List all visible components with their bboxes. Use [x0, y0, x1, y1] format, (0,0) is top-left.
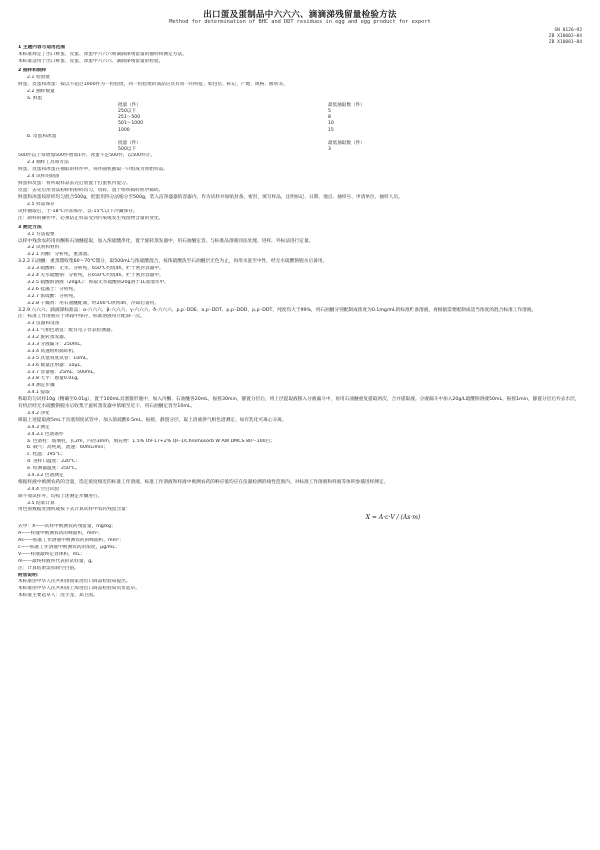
text-line: 3.3.2 旋转蒸发器。 [27, 335, 69, 341]
text-line: 3.3.4 高速组织捣碎机。 [27, 348, 78, 354]
text-line: 3.5 结果计算 [27, 500, 55, 506]
text-line: 3.3.1 气相色谱仪：配有电子俘获检测器。 [27, 328, 116, 334]
text-line: 鲜蛋、皮蛋和冰蛋在抽取的样件中，每件随机抽取一只组成为原始样品。 [18, 167, 169, 173]
text-line: 3.4.2 净化 [27, 410, 50, 416]
text-line: 本标准由中华人民共和国国家进出口商品检验局提出。 [18, 579, 131, 585]
table-cell: 500以下 [118, 147, 136, 153]
text-line: A——样液中被测农药的峰面积，mm²； [18, 531, 103, 537]
text-line: a. 鲜蛋 [27, 95, 43, 101]
text-line: 本标准适用于出口鲜蛋、皮蛋、冰蛋中六六六、滴滴涕残留量的检验。 [18, 58, 164, 64]
section-symbols-and-notes [18, 524, 584, 600]
section-preserved-egg [18, 134, 584, 141]
formula-row [18, 514, 584, 524]
text-line: m——最终样液所代表的试样量，g。 [18, 558, 96, 564]
text-line: 3.4 测定步骤 [27, 383, 55, 389]
text-line: 3.3.3 分液漏斗：250mL。 [27, 341, 85, 347]
text-line: c. 柱温：195℃； [27, 452, 66, 458]
text-line: 3.3.6 微量注射器：10μL。 [27, 362, 85, 368]
text-line: 3.2.5 硫酸钠溶液（20g/L）：称取无水硫酸钠20g溶于1L蒸馏水中。 [27, 279, 169, 285]
table-cell: 501～1000 [118, 121, 144, 127]
text-line: 3.2.8 干燥剂：用石油醚配制，经200℃烘烤4h，冷却后备用。 [27, 300, 160, 306]
section-heading: 3 测定方法 [18, 224, 42, 230]
text-line: 注：计算结果需扣除空白值。 [18, 565, 79, 571]
text-line: 试样抽取后，于-18℃冷冻保存，以-15℃以下冷藏保存。 [18, 208, 138, 214]
table-cell: 批量（件） [118, 140, 141, 146]
table-cell: 251～500 [118, 115, 141, 121]
text-line: 3.3.7 容量瓶：25mL、500mL。 [27, 369, 98, 375]
text-line: 除不加试样外，均按上述测定步骤进行。 [18, 493, 103, 499]
text-line: 鲜蛋和冰蛋按原样均匀混合500g，把蛋用四分法缩分至500g，装入洁净盛器的容器内，作为试样并加贴封条，密封，填写样品，注明标记、日期、地点、抽样号、申请单位、抽样人员。 [18, 194, 403, 200]
text-line: 以样中残余农药用丙酮和石油醚提取，加入浓硫酸净化，置于旋转蒸发器中，用石油醚定容，与标准品溶液同法处理，进样，外标法进行定量。 [18, 238, 314, 244]
text-line: 3.3 仪器和设备 [27, 321, 60, 327]
table-cell: 批量（件） [118, 102, 141, 108]
table-cell: 1000 [118, 127, 130, 133]
text-line: 3.4.4 空白试验 [27, 486, 60, 492]
sampling-table-preserved-egg [18, 141, 584, 154]
sampling-table-fresh-egg [18, 103, 584, 134]
table-cell: 最低抽取数（件） [328, 102, 365, 108]
text-line: 3.2.3 硫酸钠：无水，分析纯，650℃灼烧4h，贮于密封容器中。 [27, 266, 164, 272]
document-title: 出口蛋及蛋制品中六六六、滴滴涕残留量检验方法 [203, 10, 397, 20]
standard-number: ZB X10001—84 [548, 40, 582, 45]
text-line: b. 皮蛋和冰蛋 [27, 134, 57, 139]
document-body [18, 45, 584, 600]
section-intro [18, 45, 584, 103]
text-line: 3.2.9 六六六、滴滴涕标准品：α-六六六、β-六六六、γ-六六六、δ-六六六、p,p′-DDE、o,p′-DDT、p,p′-DDD、p,p′-DDT，纯度均大于99%，用石油醚分别配制成浓度为0.1mg/mL的标准贮备溶液，再根据需要配制成适当浓度的混合标准工作溶液。 [18, 307, 537, 313]
text-line: 3.2.7 浓硫酸：分析纯。 [27, 293, 78, 299]
text-line: 本标准规定了出口鲜蛋、皮蛋、冰蛋中六六六和滴滴涕残留量的抽样和测定方法。 [18, 51, 187, 57]
text-line: 3.4.3 测定 [27, 424, 50, 430]
table-cell: 15 [328, 127, 334, 133]
section-heading: 2 抽样和制样 [18, 68, 47, 74]
text-line: 3.1 方法提要 [27, 231, 55, 237]
text-line: 吸取上述提取液5mL于具塞刻度试管中，加入浓硫酸0.5mL，振摇，静置分层，取上清液供气相色谱测定。如有乳化可离心分离。 [18, 417, 287, 423]
section-heading: 1 主题内容与适用范围 [18, 45, 66, 50]
text-line: 本标准由中华人民共和国上海进出口商品检验局负责起草。 [18, 586, 140, 592]
text-line: 3.2 试剂和材料 [27, 245, 60, 251]
text-line: 3.2.6 硅藻土：分析纯。 [27, 286, 78, 292]
text-line: 2.4 试样的制备 [27, 174, 60, 180]
text-line: 3.2.4 无水硫酸钠：分析纯，在650℃灼烧4h，贮于密封容器中。 [27, 273, 164, 279]
text-line: d. 进样口温度：220℃； [27, 459, 80, 465]
text-line: 用色谱数据处理机或按下式计算试样中农药残留含量： [18, 507, 131, 513]
text-line: 3.4.3.2 色谱测定 [27, 472, 64, 478]
text-line: 鲜蛋和皮蛋：将所取样品去壳后放置于打蛋机内混匀。 [18, 181, 131, 187]
text-line: 2.1 检验批 [27, 74, 51, 80]
text-line: 式中：X——试样中被测农药残留量，mg/kg； [18, 524, 116, 530]
table-cell: 最低抽取数（件） [328, 140, 365, 146]
text-line: 注：标准工作溶液应于冰箱中保存，标准溶液每月配制一次。 [18, 314, 145, 320]
table-cell: 5 [328, 108, 331, 114]
table-cell: 250以下 [118, 108, 136, 114]
text-line: a. 色谱柱：玻璃柱，长2m，内径3mm，填充物：1.5% OV-17+2% QF-1/Chromosorb W AW DMCS 80～100目； [27, 438, 275, 444]
text-line: c——标准工作溶液中被测农药的浓度，μg/mL； [18, 544, 120, 550]
text-line: 3.4.1 提取 [27, 390, 50, 396]
text-line: 2.3 抽样工具和方法 [27, 160, 69, 166]
table-cell: 10 [328, 121, 334, 127]
text-line: 注：制样的操作中，必须防止样品受到污染或发生残留物含量的变化。 [18, 215, 164, 221]
text-line: 称取均匀试样10g（精确至0.01g），置于100mL具塞锥形瓶中，加入丙酮、石油醚各20mL，振摇30min，静置分层后，将上层提取液移入分液漏斗中，再用石油醚重复提取两次，合并提取液。分液漏斗中加入20g/L硫酸钠溶液50mL，振摇1min，静置分层后弃去水层，有机层经无水硫酸钠脱水后收集于旋转蒸发器中浓缩至近干，用石油醚定容至10mL。 [18, 397, 580, 410]
standard-numbers [549, 28, 582, 46]
text-line: 本标准主要起草人：沈小龙、郑卫国。 [18, 593, 98, 599]
text-line: 3.3.5 具塞刻度试管：10mL。 [27, 355, 92, 361]
section-heading: 附加说明： [18, 572, 42, 578]
text-line: 3.3.8 天平：感量0.01g。 [27, 376, 82, 382]
text-line: e. 检测器温度：250℃。 [27, 466, 80, 472]
text-line: 2.2 抽样数量 [27, 88, 55, 94]
result-formula: X = A·c·V / (As·m) [365, 514, 421, 522]
text-line: 2.5 样品保存 [27, 201, 55, 207]
text-line: 3.4.3.1 色谱条件 [27, 431, 64, 437]
text-line: 500件以上每增加500件增加1件，冰蛋不足500件，以500件计。 [18, 153, 156, 159]
text-line: As——标准工作溶液中被测农药的峰面积，mm²； [18, 538, 124, 544]
table-cell: 3 [328, 147, 331, 153]
text-line: 根据样液中被测农药的含量，选定浓度相近的标准工作溶液。标准工作溶液和样液中被测农药的响应值均应在仪器检测的线性范围内。对标准工作溶液和样液等体积参插进样测定。 [18, 479, 389, 485]
standard-number: ZB X10002—84 [548, 34, 582, 39]
text-line: 3.2.2 石油醚：重蒸馏收集60～70℃馏分，取500mL与浓硫酸混合，按浓硫酸洗至石油醚层无色为止，再用水洗至中性，经无水硫酸钠脱水后备用。 [18, 259, 328, 265]
document-subtitle: Method for determination of BHC and DDT residues in egg and egg product for export [169, 19, 431, 25]
table-cell: 8 [328, 115, 331, 121]
standard-number: SN 0126—92 [554, 28, 582, 33]
text-line: 鲜蛋、皮蛋和冰蛋：按以不超过1000件为一检验批，同一检验批的商品应具有同一的特征，如包装、标记、产地、规格、级别等。 [18, 81, 288, 87]
section-method [18, 153, 584, 514]
text-line: V——样液最终定容体积，mL； [18, 551, 85, 557]
text-line: 皮蛋：去壳后用食品粉碎机粉碎均匀，切碎，置于组织捣碎机中捣碎。 [18, 187, 164, 193]
text-line: 3.2.1 丙酮：分析纯，重蒸馏。 [27, 252, 92, 258]
text-line: b. 载气：高纯氮，流速：60mL/min； [27, 445, 109, 451]
